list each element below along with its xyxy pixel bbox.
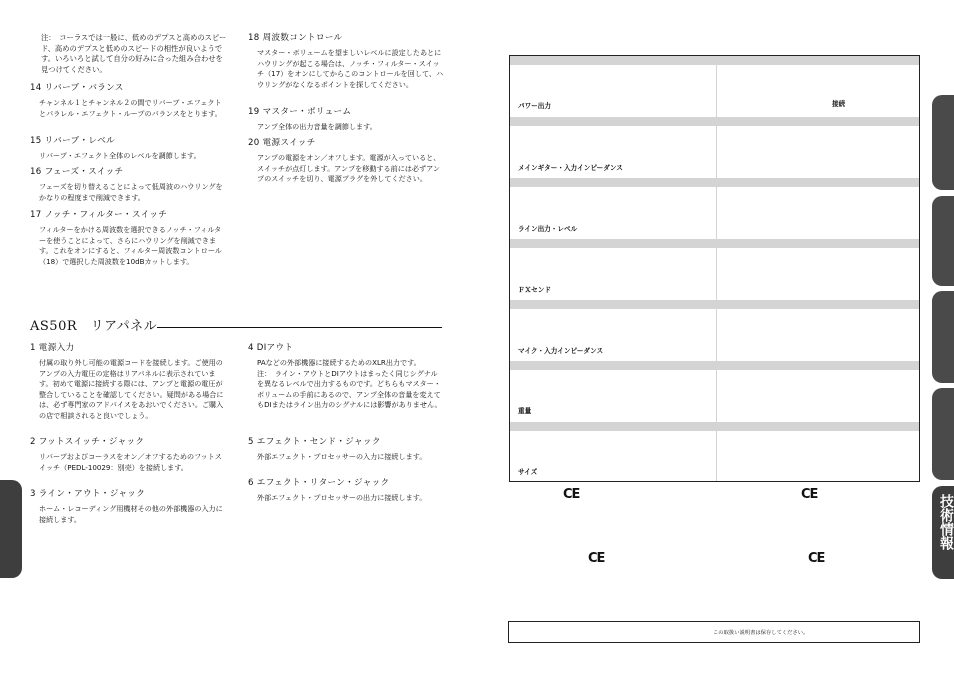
rear-panel-title-text: AS50R リアパネル bbox=[30, 319, 158, 334]
section-body: 外部エフェクト・プロセッサーの出力に接続します。 bbox=[257, 493, 427, 502]
chorus-note: 注： コーラスでは一般に、低めのデプスと高めのスピード、高めのデプスと低めのスピードの相性が良いようです。いろいろと試して自分の好みに合った組み合わせを見つけてください。 bbox=[41, 33, 227, 74]
rear-section-6-effect-return-jack bbox=[248, 478, 444, 504]
ce-mark: CE bbox=[801, 487, 818, 502]
spec-value: 接続 bbox=[832, 100, 846, 108]
left-side-tab bbox=[0, 480, 22, 578]
section-heading: 6 エフェクト・リターン・ジャック bbox=[248, 478, 390, 488]
row-band bbox=[510, 178, 919, 187]
section-body: ホーム・レコーディング用機材その他の外部機器の入力に接続します。 bbox=[39, 504, 223, 524]
section-19-master-volume bbox=[248, 107, 444, 133]
spec-label: 重量 bbox=[518, 407, 532, 415]
title-rule bbox=[157, 327, 442, 328]
section-15-reverb-level bbox=[30, 136, 227, 162]
section-heading: 19 マスター・ボリューム bbox=[248, 107, 352, 117]
section-body: フィルターをかける周波数を選択できるノッチ・フィルターを使うことによって、さらにハウリングを削減できます。これをオンにすると、フィルター周波数コントロール（18）で選択した周波数を10dBカットします。 bbox=[39, 225, 222, 266]
spec-label: パワー出力 bbox=[518, 102, 551, 110]
section-16-phase-switch bbox=[30, 167, 227, 203]
section-body: アンプ全体の出力音量を調節します。 bbox=[257, 122, 377, 131]
section-body: マスター・ボリュームを望ましいレベルに設定したあとにハウリングが起こる場合は、ノッチ・フィルター・スイッチ（17）をオンにしてからこのコントロールを回して、ハウリングがなくなるポイントを探してください。 bbox=[257, 48, 444, 89]
section-heading: 16 フェーズ・スイッチ bbox=[30, 167, 124, 177]
spec-label: サイズ bbox=[518, 468, 538, 476]
side-tab-technical-info bbox=[932, 486, 954, 579]
rear-section-4-di-out bbox=[248, 343, 444, 411]
rear-panel-title bbox=[30, 319, 442, 335]
section-body: フェーズを切り替えることによって低周波のハウリングをかなりの程度まで削減できます。 bbox=[39, 182, 223, 202]
section-body: PAなどの外部機器に接続するためのXLR出力です。 bbox=[257, 358, 421, 367]
section-20-power-switch bbox=[248, 138, 444, 185]
section-body: アンプの電源をオン／オフします。電源が入っていると、スイッチが点灯します。アンプを移動する前には必ずアンプのスイッチを切り、電源プラグを外してください。 bbox=[257, 153, 441, 184]
side-tab bbox=[932, 95, 954, 190]
section-body: 外部エフェクト・プロセッサーの入力に接続します。 bbox=[257, 452, 427, 461]
section-heading: 20 電源スイッチ bbox=[248, 138, 316, 148]
row-band bbox=[510, 117, 919, 126]
row-band bbox=[510, 239, 919, 248]
rear-section-5-effect-send-jack bbox=[248, 437, 444, 463]
section-heading: 5 エフェクト・センド・ジャック bbox=[248, 437, 381, 447]
side-tab bbox=[932, 196, 954, 286]
section-14-reverb-balance bbox=[30, 83, 227, 119]
rear-section-2-footswitch-jack bbox=[30, 437, 227, 473]
section-body: リバーブ・エフェクト全体のレベルを調節します。 bbox=[39, 151, 201, 160]
section-heading: 3 ライン・アウト・ジャック bbox=[30, 489, 146, 499]
spec-label: ＦＸセンド bbox=[518, 286, 551, 294]
section-heading: 17 ノッチ・フィルター・スイッチ bbox=[30, 210, 168, 220]
side-tab bbox=[932, 291, 954, 383]
ce-mark: CE bbox=[808, 551, 825, 566]
footer-note-box bbox=[508, 621, 920, 643]
section-heading: 1 電源入力 bbox=[30, 343, 75, 353]
row-band bbox=[510, 361, 919, 370]
row-band bbox=[510, 300, 919, 309]
spec-label: マイク・入力インピーダンス bbox=[518, 347, 604, 355]
rear-section-1-power-input bbox=[30, 343, 227, 422]
ce-mark: CE bbox=[588, 551, 605, 566]
spec-label: ライン出力・レベル bbox=[518, 225, 578, 233]
section-note: 注： ライン・アウトとDIアウトはまったく同じシグナルを異なるレベルで出力するものです。どちらもマスター・ボリュームの手前にあるので、アンプ全体の音量を変えてもDIまたはライン出力のシグナルには影響がありません。 bbox=[257, 368, 442, 410]
ce-mark: CE bbox=[563, 487, 580, 502]
spec-label: メインギター・入力インピーダンス bbox=[518, 164, 623, 172]
row-band bbox=[510, 56, 919, 65]
section-17-notch-filter bbox=[30, 210, 227, 267]
side-tab-label: 技術情報 bbox=[938, 494, 954, 550]
row-band bbox=[510, 422, 919, 431]
section-heading: 15 リバーブ・レベル bbox=[30, 136, 116, 146]
spec-table bbox=[509, 55, 920, 482]
section-heading: 18 周波数コントロール bbox=[248, 33, 343, 43]
section-body: チャンネル１とチャンネル２の間でリバーブ・エフェクトとパラレル・エフェクト・ループのバランスをとります。 bbox=[39, 98, 222, 118]
section-18-frequency-control bbox=[248, 33, 444, 90]
section-heading: 4 DIアウト bbox=[248, 343, 294, 353]
section-heading: 2 フットスイッチ・ジャック bbox=[30, 437, 145, 447]
section-heading: 14 リバーブ・バランス bbox=[30, 83, 124, 93]
section-body: リバーブおよびコーラスをオン／オフするためのフットスイッチ（PEDL-10029：別売）を接続します。 bbox=[39, 452, 222, 472]
rear-section-3-line-out-jack bbox=[30, 489, 227, 525]
section-body: 付属の取り外し可能の電源コードを接続します。ご使用のアンプの入力電圧の定格はリアパネルに表示されています。初めて電源に接続する際には、アンプと電源の電圧が整合していることを確認してください。疑問がある場合には、必ず専門家のアドバイスをあおいでください。ご購入の店で相談されると良いでしょう。 bbox=[39, 358, 224, 420]
side-tab bbox=[932, 388, 954, 480]
footer-note: この取扱い説明書は保存してください。 bbox=[713, 630, 809, 636]
